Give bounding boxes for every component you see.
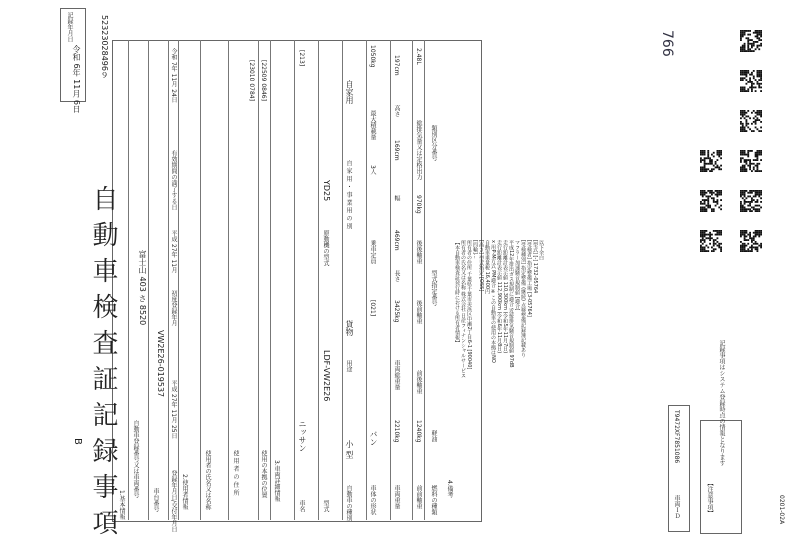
length-value: 469cm	[393, 230, 400, 251]
note-line: マフラー加速騒音規制値 [適合]	[514, 240, 520, 311]
qr-code-icon	[740, 230, 762, 252]
max-load-label: 最大積載量	[369, 110, 376, 140]
vehicle-id-label: 車両ＩＤ	[673, 495, 680, 519]
kind-value: 小 型	[345, 440, 354, 459]
kind-label: 自動車の種別	[345, 485, 352, 521]
shape-label: 車体の形状	[369, 485, 376, 515]
use-label: 用途	[345, 360, 352, 372]
rear-axle-value: 970kg	[415, 195, 422, 214]
reg-no-value: 富士山 403 さ 8520	[138, 250, 147, 326]
engine-value: YD25	[322, 180, 331, 202]
document-title: 自動車検査証記録事項	[88, 185, 118, 545]
displacement-value: 2.48L	[415, 48, 422, 65]
first-reg-value: 平成 27年 11月	[170, 230, 177, 274]
owner-address-code: [23010 0784]	[248, 60, 255, 101]
qr-code-icon	[740, 190, 762, 212]
width-label: 幅	[393, 195, 400, 201]
footer-note-title: 【注意事項】	[706, 480, 713, 516]
handwritten-number: 766	[659, 30, 675, 57]
note-line: 平成12年排出ガス規制に適合 近接排気騒音規制値 97dB	[508, 240, 514, 368]
note-line: 所有者の氏名又は名称 株式会社 日産フィナンシャルサービス	[460, 240, 466, 379]
owner-address-label: 使 用 者 の 住 所	[232, 450, 239, 496]
maker-code: [213]	[298, 50, 305, 67]
note-line: 走行距離計表示値 110,300km (令和5年11月7日)	[502, 240, 508, 354]
expiry-label: 有効期間の満了する日	[170, 150, 177, 210]
front-rear-label: 前後軸重	[415, 370, 422, 394]
note-line: 走行距離計表示値 112,900km (令和6年11月8日)	[496, 240, 502, 354]
note-line: 【本自動車検査証発行時における所有者情報】	[454, 240, 460, 345]
serial-number: 52323028496９	[100, 15, 109, 79]
reg-no-label: 自動車登録番号又は車両番号	[132, 420, 139, 498]
maker-label: 車名	[298, 500, 305, 512]
chassis-value: VW2E26-019537	[156, 330, 165, 398]
qr-code-icon	[740, 150, 762, 172]
note-line: 以下余白	[538, 240, 544, 260]
note-line: 所有者の住所 千葉県千葉市美浜区中瀬2丁目6-1 [90040]	[466, 240, 472, 370]
form-mark: B	[72, 438, 83, 445]
footer-note-text: 記録事項はシステム登録時点の情報となります	[718, 340, 725, 466]
note-line: [受検種別] 指定整備 (継続) 点検整備記録簿記載あり	[520, 240, 526, 358]
note-line: [高さ] 型式指定 [OSS]	[478, 240, 484, 292]
shape-code: [021]	[369, 300, 376, 317]
section-owner: 2.使用者情報	[181, 474, 188, 510]
gross-label: 車両総重量	[393, 360, 400, 390]
front-axle-value: 1240kg	[415, 420, 422, 443]
length-label: 長さ	[393, 270, 400, 282]
qr-code-icon	[700, 190, 722, 212]
form-code: 0201-02A	[778, 495, 785, 525]
capacity-label: 乗車定員	[369, 240, 376, 264]
chassis-label: 車台番号	[152, 488, 159, 512]
vehicle-id-value: T9472XF7851086	[673, 410, 680, 464]
note-line: [四輪]...	[472, 240, 478, 259]
base-location-label: 使用の本拠の位置	[260, 450, 267, 498]
weight-label: 車両重量	[393, 485, 400, 509]
fuel-value: 軽油	[430, 430, 437, 442]
model-label: 型式	[322, 500, 329, 512]
qr-code-icon	[700, 150, 722, 172]
front-axle-label: 前前軸重	[415, 485, 422, 509]
type-no-label: 型式指定番号	[430, 270, 437, 306]
rear-axle-label: 後後軸重	[415, 240, 422, 264]
record-date-value: 令和 6年 11月 6日	[72, 45, 81, 113]
gross-value: 3425kg	[393, 300, 400, 323]
note-line: 自動車重量税 16,400円	[484, 240, 490, 295]
use-value: 貨物	[345, 320, 354, 336]
qr-code-icon	[740, 70, 762, 92]
section-basic: 1.基本情報	[118, 490, 125, 520]
model-value: LDF-VW2E26	[322, 350, 331, 402]
notes-area	[454, 240, 544, 520]
weight-value: 2210kg	[393, 420, 400, 443]
rear-front-label: 後前軸重	[415, 300, 422, 324]
record-date-label: 記録年月日	[66, 12, 73, 42]
owner-name-label: 使用者の氏名又は名称	[204, 450, 211, 510]
maker-value: ニッサン	[298, 420, 307, 452]
note-line: [受検者] 指定整備工場 [3-05764]	[526, 240, 532, 317]
business-label: 自 家 用 ・ 事 業 用 の 別	[345, 160, 352, 230]
section-vehicle: 3.車両詳細情報	[273, 460, 280, 502]
base-location-code: [22509 0846]	[260, 60, 267, 101]
expiry-value: 令和 7年 11月 24日	[170, 48, 177, 103]
displacement-label: 総排気量又は定格出力	[415, 120, 422, 180]
height-label: 高さ	[393, 105, 400, 117]
first-reg-label: 初度登録年月	[170, 290, 177, 326]
business-value: 自家用	[345, 80, 354, 104]
width-value: 169cm	[393, 140, 400, 161]
max-load-value: 1050kg	[369, 45, 376, 68]
note-line: [型式] [-] 1732-05764	[532, 240, 538, 294]
qr-code-icon	[740, 30, 762, 52]
fuel-label: 燃料の種類	[430, 485, 437, 515]
reg-date-label: 登録年月日/交付年月日	[170, 470, 177, 533]
category-label: 類別区分番号	[430, 125, 437, 161]
qr-code-icon	[740, 110, 762, 132]
reg-date-value: 平成 27年 11月 25日	[170, 380, 177, 439]
height-value: 197cm	[393, 55, 400, 76]
qr-code-icon	[700, 230, 722, 252]
section-notes: 4.備考	[446, 480, 453, 498]
engine-label: 原動機の型式	[322, 230, 329, 266]
capacity-value: 3人	[369, 165, 376, 175]
note-line: x 用P-M方式 PM適合 ※この自動車の使用の本拠はNO	[490, 240, 496, 363]
shape-value: バン	[369, 430, 378, 446]
